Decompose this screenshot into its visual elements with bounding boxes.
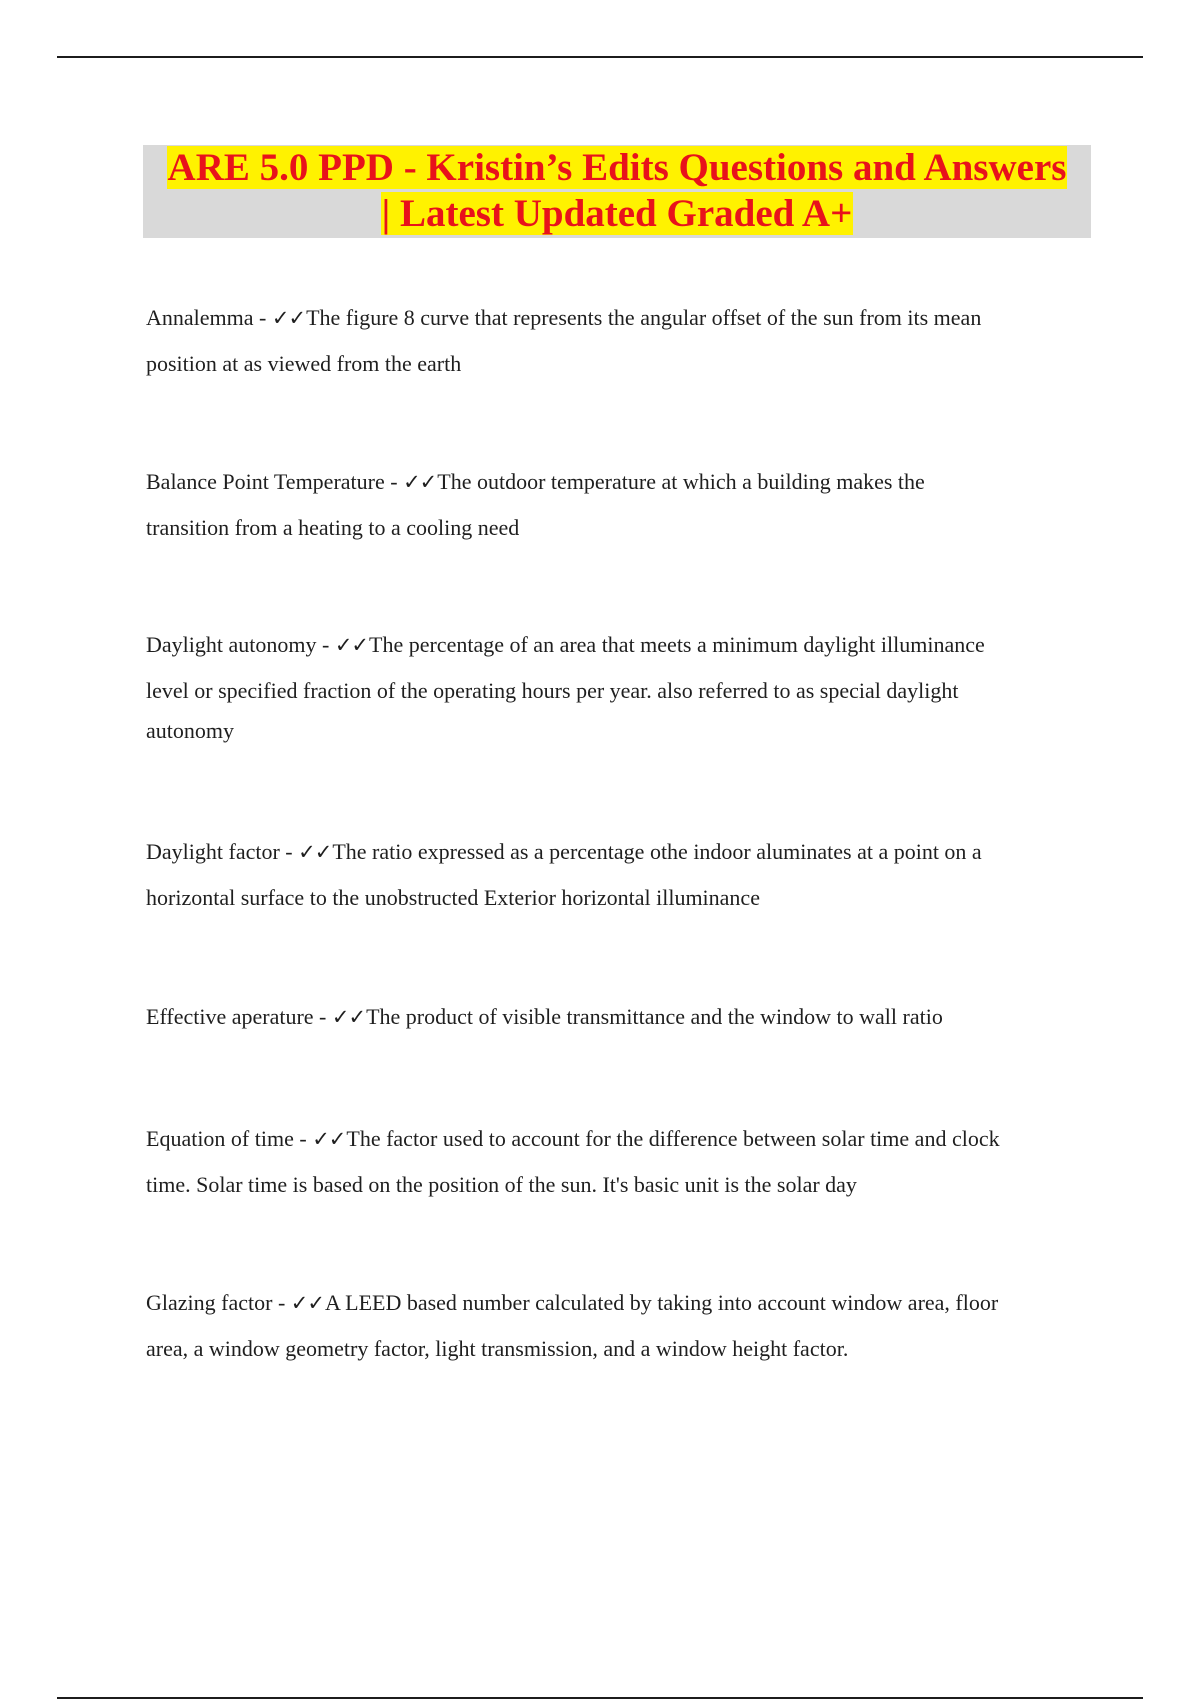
header-rule: [57, 56, 1143, 58]
title-line-1-text: ARE 5.0 PPD - Kristin’s Edits Questions and Answers: [167, 146, 1067, 189]
entry-line: Balance Point Temperature - ✓✓The outdoor temperature at which a building makes the: [146, 469, 925, 494]
entry-line: Daylight autonomy - ✓✓The percentage of an area that meets a minimum daylight illuminance: [146, 632, 985, 657]
check-icon: ✓✓: [290, 1291, 324, 1315]
entry-definition-continued: horizontal surface to the unobstructed Exterior horizontal illuminance: [146, 885, 760, 910]
entry-term: Daylight factor: [146, 839, 280, 864]
footer-rule: [57, 1697, 1143, 1699]
title-line-2-text: | Latest Updated Graded A+: [381, 192, 853, 235]
entry-definition: A LEED based number calculated by taking into account window area, floor: [324, 1290, 999, 1315]
entry-line: Glazing factor - ✓✓A LEED based number calculated by taking into account window area, floor: [146, 1290, 999, 1315]
entry-equation-of-time: [146, 1116, 1101, 1207]
check-icon: ✓✓: [334, 633, 369, 657]
title-line-2: [143, 191, 1091, 237]
check-icon: ✓✓: [298, 840, 332, 864]
entry-definition: The factor used to account for the difference between solar time and clock: [346, 1126, 1000, 1151]
entry-definition-continued: time. Solar time is based on the position of the sun. It's basic unit is the solar day: [146, 1172, 857, 1197]
entry-definition-continued: position at as viewed from the earth: [146, 351, 462, 376]
entry-definition: The percentage of an area that meets a minimum daylight illuminance: [369, 632, 985, 657]
entry-daylight-autonomy: [146, 622, 1101, 749]
entry-definition: The figure 8 curve that represents the angular offset of the sun from its mean: [306, 305, 982, 330]
entry-definition-continued: area, a window geometry factor, light transmission, and a window height factor.: [146, 1336, 849, 1361]
entry-daylight-factor: [146, 829, 1101, 920]
entry-definition-continued: transition from a heating to a cooling need: [146, 515, 520, 540]
check-icon: ✓✓: [271, 306, 306, 330]
entry-line: Effective aperature - ✓✓The product of visible transmittance and the window to wall ratio: [146, 1004, 943, 1029]
entry-line: Annalemma - ✓✓The figure 8 curve that represents the angular offset of the sun from its mean: [146, 305, 982, 330]
entry-definition: The ratio expressed as a percentage othe indoor aluminates at a point on a: [332, 839, 982, 864]
entry-definition-continued: level or specified fraction of the operating hours per year. also referred to as special daylight: [146, 678, 959, 703]
entry-term: Effective aperature: [146, 1004, 314, 1029]
entry-term: Daylight autonomy: [146, 632, 317, 657]
entry-definition-continued: autonomy: [146, 718, 234, 743]
entry-effective-aperature: [146, 994, 1101, 1040]
check-icon: ✓✓: [403, 470, 437, 494]
check-icon: ✓✓: [312, 1127, 346, 1151]
document-title: [143, 145, 1091, 238]
title-line-1: [143, 145, 1091, 191]
entry-term: Annalemma: [146, 305, 254, 330]
entry-definition: The outdoor temperature at which a building makes the: [437, 469, 925, 494]
entry-annalemma: [146, 295, 1101, 386]
entry-line: Daylight factor - ✓✓The ratio expressed as a percentage othe indoor aluminates at a point on a: [146, 839, 982, 864]
entry-definition: The product of visible transmittance and the window to wall ratio: [366, 1004, 943, 1029]
entry-term: Glazing factor: [146, 1290, 273, 1315]
entry-term: Equation of time: [146, 1126, 294, 1151]
check-icon: ✓✓: [331, 1005, 366, 1029]
entry-term: Balance Point Temperature: [146, 469, 385, 494]
entry-balance-point-temperature: [146, 459, 1101, 550]
entry-glazing-factor: [146, 1280, 1101, 1371]
entry-line: Equation of time - ✓✓The factor used to account for the difference between solar time and clock: [146, 1126, 1000, 1151]
